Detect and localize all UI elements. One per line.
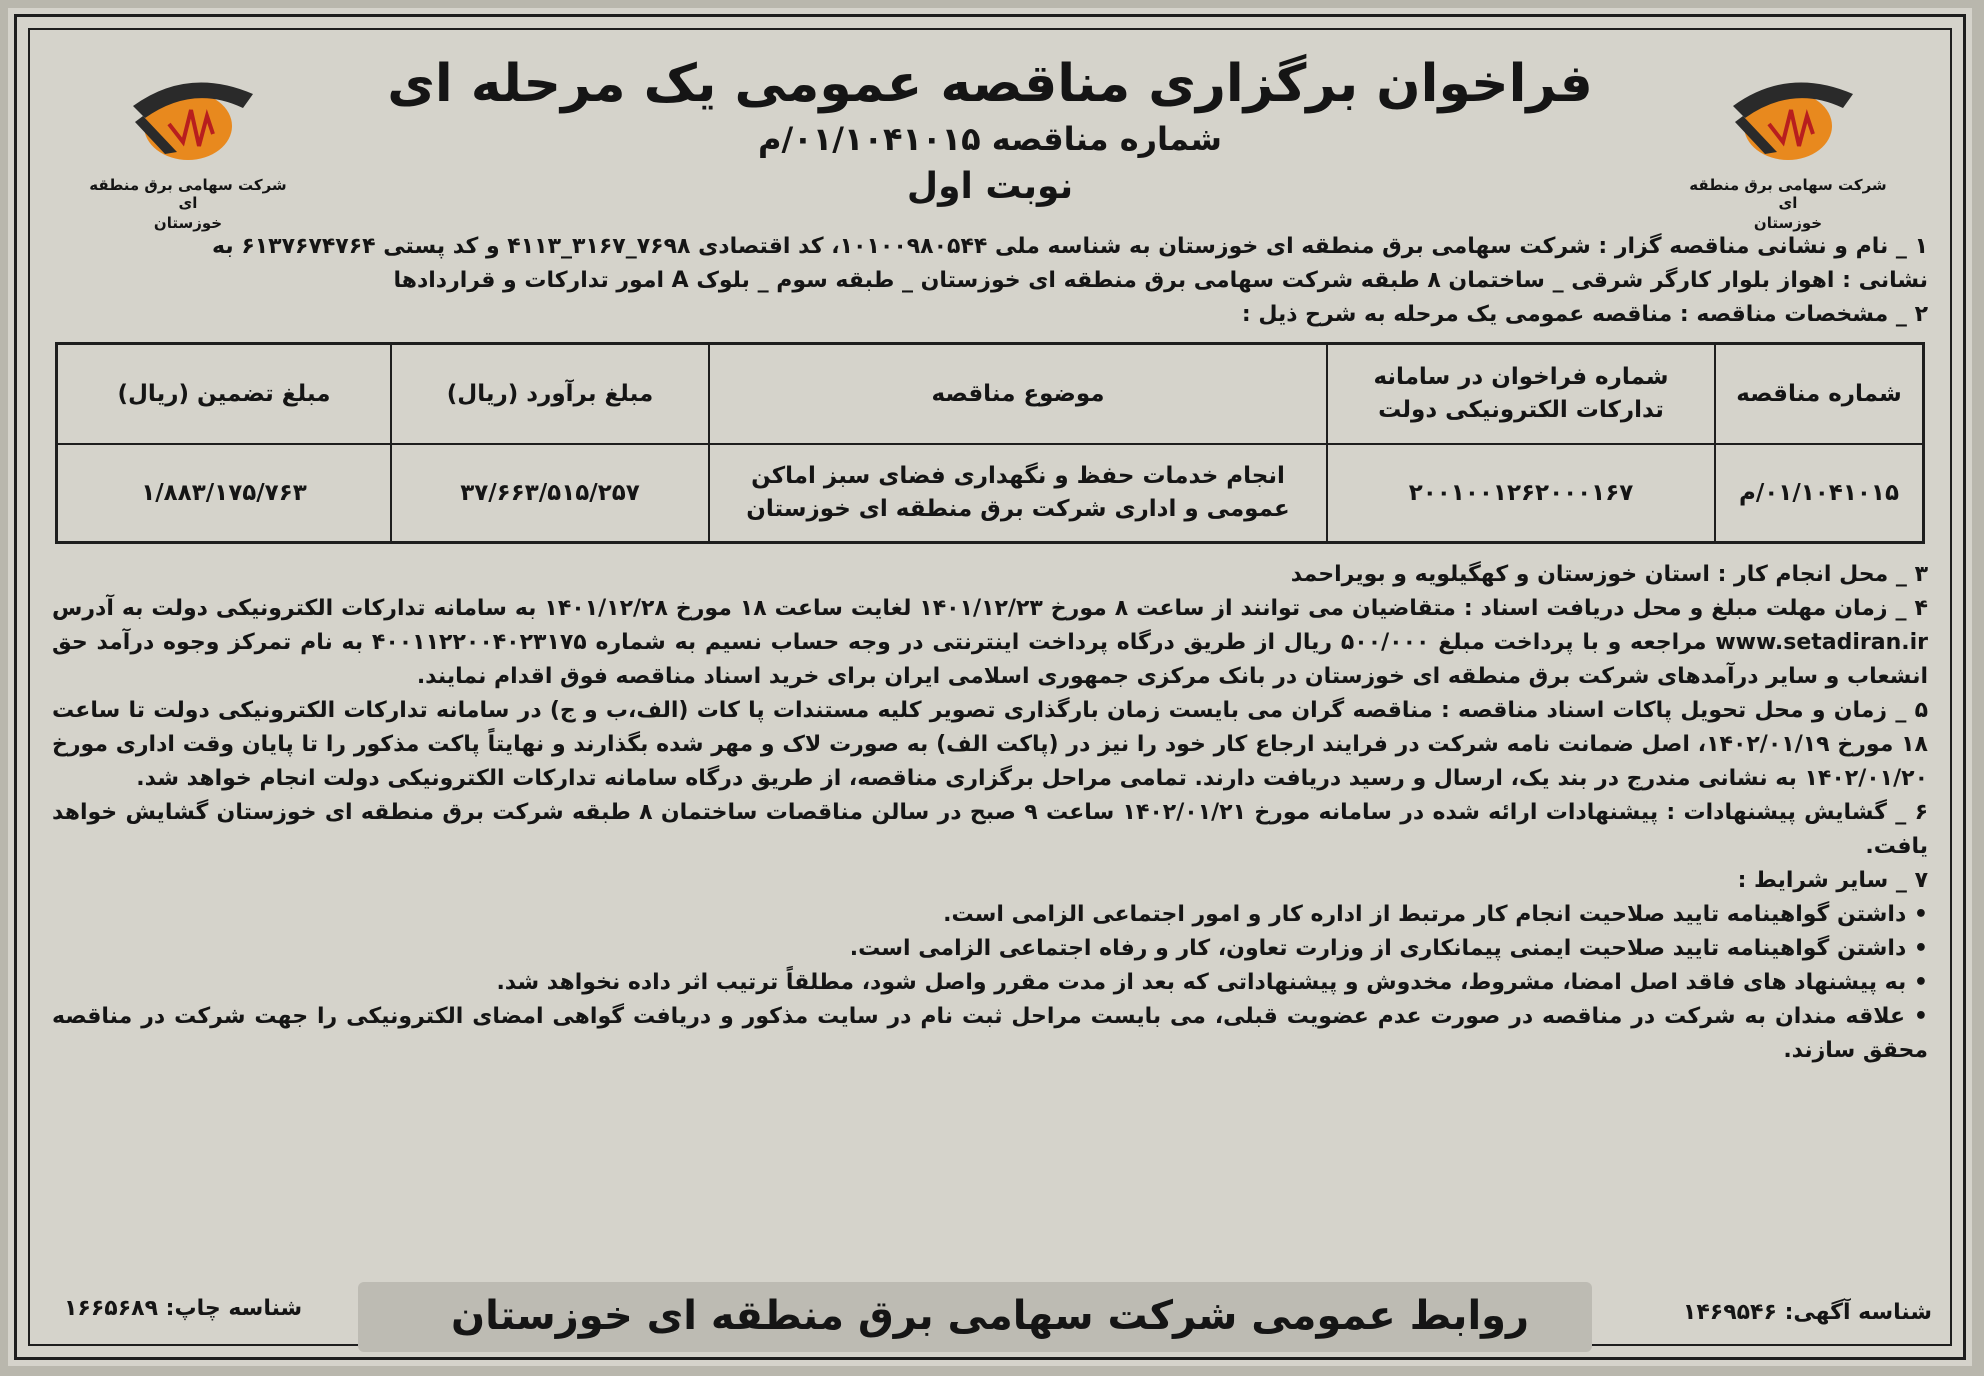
section-2: ۲ _ مشخصات مناقصه : مناقصه عمومی یک مرحله به شرح ذیل : — [1241, 302, 1928, 327]
table-cell: ۳۷/۶۶۳/۵۱۵/۲۵۷ — [391, 444, 709, 543]
logo-company-name: شرکت سهامی برق منطقه ای — [89, 176, 287, 212]
table-header-cell: مبلغ برآورد (ریال) — [391, 344, 709, 445]
table-cell: انجام خدمات حفظ و نگهداری فضای سبز اماکن عمومی و اداری شرکت برق منطقه ای خوزستان — [709, 444, 1327, 543]
table-header-row — [57, 344, 1924, 445]
table-header-cell: مبلغ تضمین (ریال) — [57, 344, 392, 445]
section-6: ۶ _ گشایش پیشنهادات : پیشنهادات ارائه شده در سامانه مورخ ۱۴۰۲/۰۱/۲۱ ساعت ۹ صبح در سالن مناقصات ساختمان ۸ طبقه شرکت برق منطقه ای خوزستان گشایش خواهد یافت. — [52, 800, 1928, 859]
section-1-line-2: نشانی : اهواز بلوار کارگر شرقی _ ساختمان ۸ طبقه شرکت سهامی برق منطقه ای خوزستان _ طبقه سوم _ بلوک A امور تدارکات و قراردادها — [393, 268, 1928, 293]
table-header-cell: شماره فراخوان در سامانه تدارکات الکترونیکی دولت — [1327, 344, 1715, 445]
section-4: ۴ _ زمان مهلت مبلغ و محل دریافت اسناد : متقاضیان می توانند از ساعت ۸ مورخ ۱۴۰۱/۱۲/۲۳ لغایت ساعت ۱۸ مورخ ۱۴۰۱/۱۲/۲۸ به سامانه تدارکات الکترونیکی دولت به آدرس www.setadiran.ir مراجعه و با پرداخت مبلغ ۵۰۰/۰۰۰ ریال از طریق درگاه پرداخت اینترنتی در وجه حساب نسیم به شماره ۴۰۰۱۱۲۲۰۰۴۰۲۳۱۷۵ به نام تمرکز وجوه درآمد حق انشعاب و سایر درآمدهای شرکت برق منطقه ای خوزستان در بانک مرکزی جمهوری اسلامی ایران برای خرید اسناد مناقصه فوق اقدام نمایند. — [52, 596, 1929, 689]
table-cell: ۲۰۰۱۰۰۱۲۶۲۰۰۰۱۶۷ — [1327, 444, 1715, 543]
section-5: ۵ _ زمان و محل تحویل پاکات اسناد مناقصه : مناقصه گران می بایست زمان بارگذاری تصویر کلیه مستندات پا کات (الف،ب و ج) در سامانه تدارکات الکترونیکی دولت تا ساعت ۱۸ مورخ ۱۴۰۲/۰۱/۱۹، اصل ضمانت نامه شرکت در فرایند ارجاع کار خود را نیز در (پاکت الف) به صورت لاک و مهر شده بگذارند و نهایتاً پاکت مذکور را تا پایان وقت اداری مورخ ۱۴۰۲/۰۱/۲۰ به نشانی مندرج در بند یک، ارسال و رسید دریافت دارند. تمامی مراحل برگزاری مناقصه، از طریق درگاه سامانه تدارکات الکترونیکی دولت انجام خواهد شد. — [52, 698, 1928, 791]
table-row — [57, 444, 1924, 543]
ad-title: فراخوان برگزاری مناقصه عمومی یک مرحله ای — [387, 54, 1593, 114]
condition-item: • داشتن گواهینامه تایید صلاحیت ایمنی پیمانکاری از وزارت تعاون، کار و رفاه اجتماعی الزامی است. — [52, 932, 1928, 966]
ad-footer — [8, 1282, 1972, 1352]
print-id: شناسه چاپ: ۱۶۶۵۶۸۹ — [64, 1296, 303, 1321]
footer-public-relations: روابط عمومی شرکت سهامی برق منطقه ای خوزستان — [450, 1293, 1530, 1339]
ad-content — [52, 30, 1928, 1344]
condition-item: • داشتن گواهینامه تایید صلاحیت انجام کار مرتبط از اداره کار و امور اجتماعی الزامی است. — [52, 898, 1928, 932]
condition-item: • به پیشنهاد های فاقد اصل امضا، مشروط، مخدوش و پیشنهاداتی که بعد از مدت مقرر واصل شود، مطلقاً ترتیب اثر داده نخواهد شد. — [52, 966, 1928, 1000]
logo-company-province: خوزستان — [1753, 214, 1823, 232]
condition-item: • علاقه مندان به شرکت در مناقصه در صورت عدم عضویت قبلی، می بایست مراحل ثبت نام در سایت مذکور و دریافت گواهی امضای الکترونیکی را جهت شرکت در مناقصه محقق سازند. — [52, 1000, 1928, 1068]
logo-company-province: خوزستان — [153, 214, 223, 232]
section-1-line-1: ۱ _ نام و نشانی مناقصه گزار : شرکت سهامی برق منطقه ای خوزستان به شناسه ملی ۱۰۱۰۰۹۸۰۵۴۴، کد اقتصادی ۷۶۹۸_۳۱۶۷_۴۱۱۳ و کد پستی ۶۱۳۷۶۷۴۷۶۴ به — [212, 234, 1928, 259]
table-header-cell: شماره مناقصه — [1715, 344, 1924, 445]
ad-header — [52, 30, 1928, 230]
ad-id: شناسه آگهی: ۱۴۶۹۵۴۶ — [1682, 1300, 1932, 1325]
section-3: ۳ _ محل انجام کار : استان خوزستان و کهگیلویه و بویراحمد — [1290, 562, 1928, 587]
tender-table — [55, 342, 1925, 544]
newspaper-ad — [8, 8, 1972, 1366]
table-header-cell: موضوع مناقصه — [709, 344, 1327, 445]
section-7: ۷ _ سایر شرایط : — [1737, 868, 1928, 893]
tender-number-line: شماره مناقصه ۰۱/۱۰۴۱۰۱۵/م — [758, 120, 1222, 158]
publication-round: نوبت اول — [906, 166, 1074, 207]
logo-company-name: شرکت سهامی برق منطقه ای — [1689, 176, 1887, 212]
table-cell: ۰۱/۱۰۴۱۰۱۵/م — [1715, 444, 1924, 543]
table-cell: ۱/۸۸۳/۱۷۵/۷۶۳ — [57, 444, 392, 543]
